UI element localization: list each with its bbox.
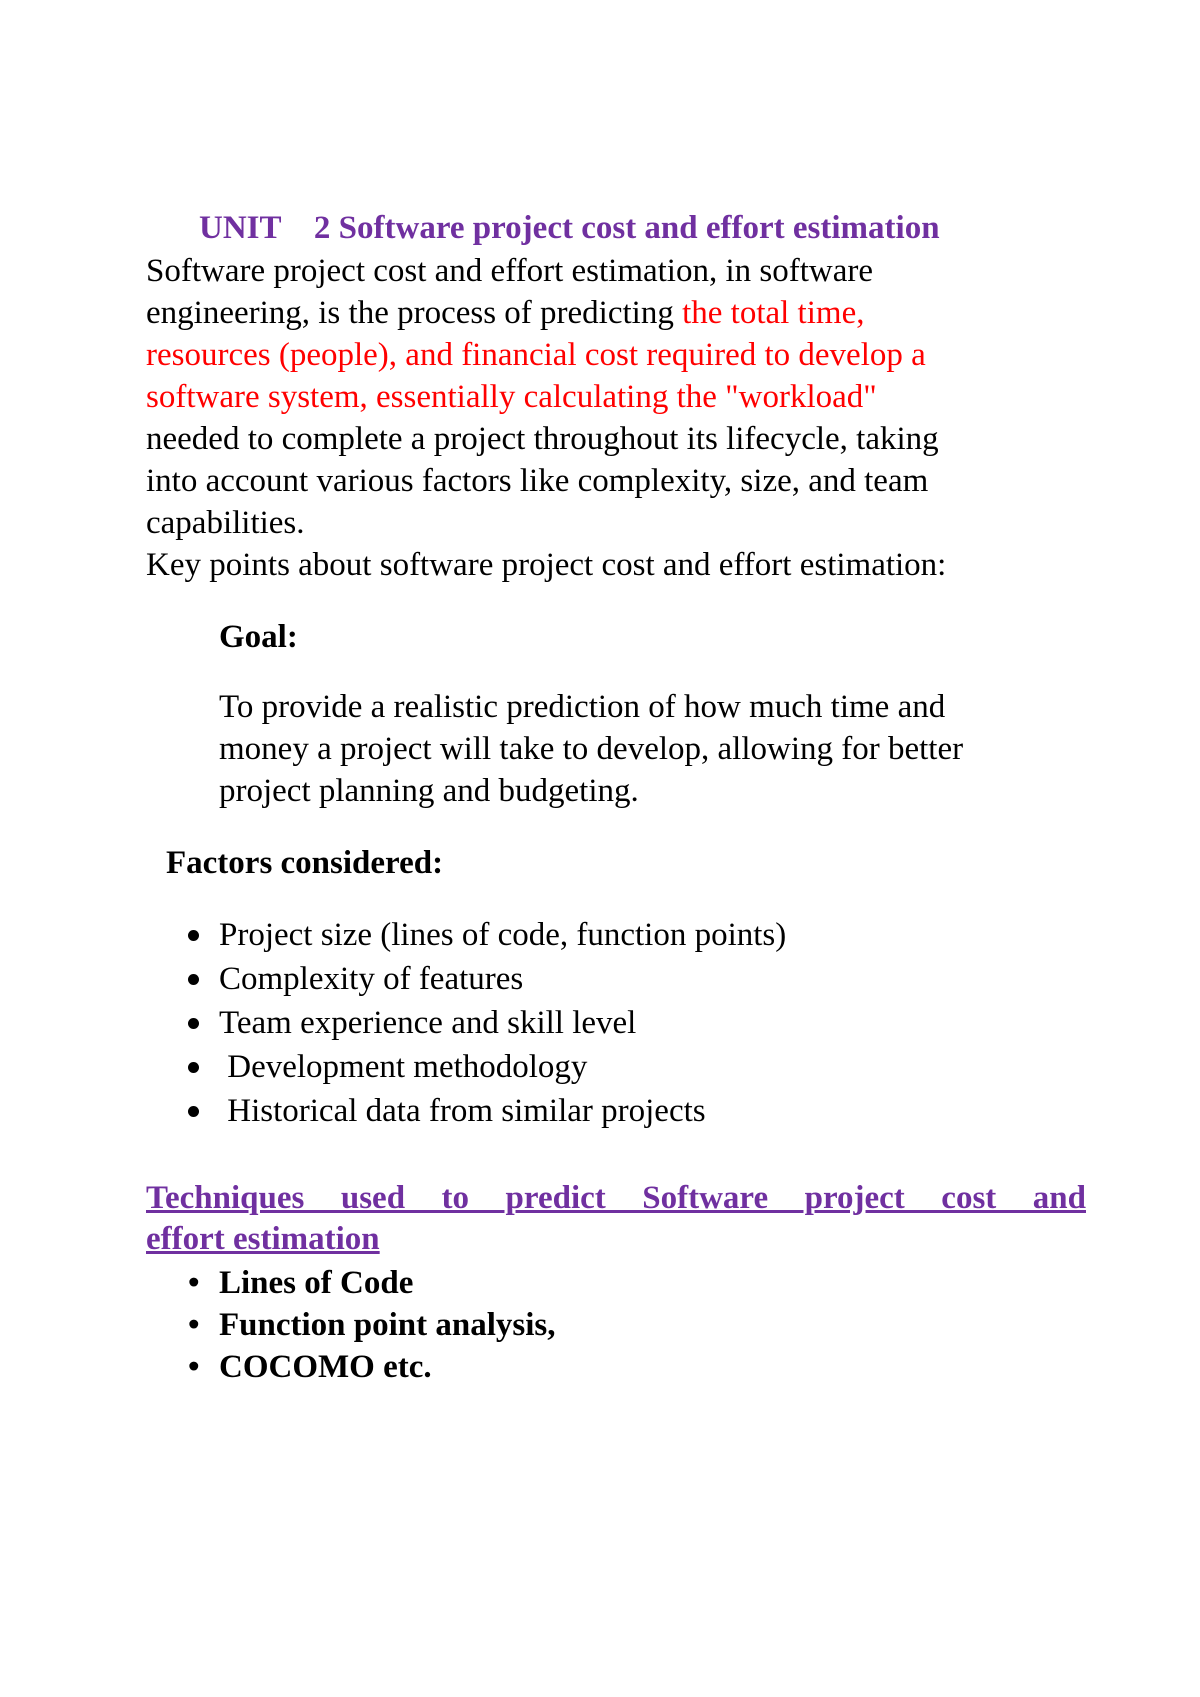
intro-line [146, 292, 1046, 334]
bullet-icon [188, 1106, 199, 1117]
intro-paragraph [146, 250, 1046, 544]
intro-highlight-line: resources (people), and financial cost required to develop a [146, 337, 926, 373]
goal-paragraph [219, 686, 963, 812]
bullet-icon [188, 1018, 199, 1029]
techniques-heading-line: effort estimation [146, 1221, 380, 1257]
intro-highlight-line: software system, essentially calculating the "workload" [146, 379, 877, 415]
intro-line: Software project cost and effort estimation, in software [146, 253, 873, 289]
goal-line: To provide a realistic prediction of how much time and [219, 689, 946, 725]
technique-text: Function point analysis, [219, 1307, 556, 1343]
technique-text: COCOMO etc. [219, 1349, 432, 1385]
factor-text: Historical data from similar projects [219, 1093, 706, 1129]
technique-text: Lines of Code [219, 1265, 414, 1301]
factor-text: Team experience and skill level [219, 1005, 637, 1041]
factors-heading: Factors considered: [166, 845, 444, 881]
bullet-icon [188, 974, 199, 985]
techniques-heading-line: Techniques used to predict Software project cost and [146, 1180, 1086, 1216]
intro-line: capabilities. [146, 505, 305, 541]
key-points-intro: Key points about software project cost and effort estimation: [146, 547, 947, 583]
bullet-icon [188, 930, 199, 941]
intro-line: needed to complete a project throughout its lifecycle, taking [146, 421, 939, 457]
intro-text: engineering, is the process of predicting [146, 295, 683, 331]
bullet-icon [188, 1062, 199, 1073]
bullet-icon: • [188, 1307, 200, 1343]
bullet-icon: • [188, 1349, 200, 1385]
goal-heading: Goal: [219, 619, 298, 655]
factor-text: Complexity of features [219, 961, 524, 997]
intro-highlight: the total time, [682, 295, 865, 331]
techniques-heading [146, 1178, 1086, 1260]
bullet-icon: • [188, 1265, 200, 1301]
intro-line: into account various factors like complexity, size, and team [146, 463, 929, 499]
goal-line: project planning and budgeting. [219, 773, 639, 809]
factor-text: Development methodology [219, 1049, 588, 1085]
goal-line: money a project will take to develop, allowing for better [219, 731, 964, 767]
unit-title: UNIT 2 Software project cost and effort estimation [199, 210, 940, 246]
factor-text: Project size (lines of code, function points) [219, 917, 787, 953]
